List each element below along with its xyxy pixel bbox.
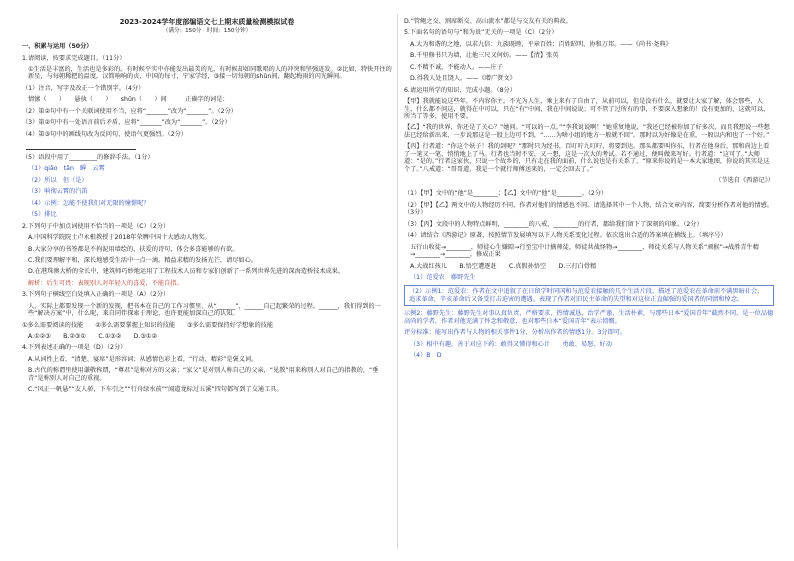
question-1-1-fill: 情愫（ ） 悬执（ ） shǔn（ ）间 正确字的词是： — [28, 96, 229, 104]
answer-1-4: （4）示例：怎能不使我们对无限的憧憬呢？ — [28, 199, 150, 207]
answer-1-3: （3）响彻云霄的汽笛 — [28, 188, 88, 196]
question-1-5: （5）语段中用了_________的修辞手法。（1分） — [22, 154, 154, 162]
question-5-d: D.得我人处且饶人。——《增广贤文》 — [410, 75, 516, 83]
question-4: 4.下列表述正确的一项是（D）（2分） — [22, 344, 127, 352]
question-2-b: B.大家分享的书签都是不拘泥用墙绘的，扶爱的诗句，体会多喜能够的有欲。 — [28, 245, 239, 253]
passage-yi: 【乙】“我的世界，你还是了关心？”她问。“可以的一点。”“李我说说啊！”她重复地说，“我还已经被你加了好多次，而且我想说一些想法已经给新出来，一步说那这是一股上边可不到，“……为啥小组的地方一般就不回”。那时以为好像是在重，一般以内和也了一个好。” — [404, 124, 770, 139]
question-3: 3.下列句子横线空白处填入正确的一项是（A）（2分） — [22, 291, 170, 299]
question-1-4: （4）第③句中的画线句改为反问句，使语气更强烈。（2分） — [22, 130, 188, 138]
question-1-1: （1）注音，写字及改正一个错别字。（4分） — [22, 84, 145, 92]
left-column — [22, 18, 392, 398]
answer-1-2: （2）所以 但（是） — [28, 176, 88, 184]
answer-1-1: （1）qiǎo tǎn 瞬 云霄 — [28, 165, 105, 173]
answer-line — [22, 142, 392, 150]
answer-6-2: （2）示例1：范爱农：作者在文中追叙了在日留学时同国和与范爱农接触的几个生活片段，描述了范爱农在革命前不满黑暗社会，追求革命，辛亥革命后又备受打击迫害的遭遇。表现了作者对旧民主革命的失望和对这位正直倔强的爱国者的同情和悼念。 — [409, 288, 764, 303]
question-3-options — [22, 322, 392, 329]
question-6-4-options: A.大战红孩儿 B.悟空遭逐赶 C.真假孙悟空 D.三打白骨精 — [410, 262, 597, 270]
question-6-3: （3）【丙】文段中的人物特点鲜明，________的八戒，________的行者，都给我们留下了深刻的印象。（2分） — [404, 220, 703, 228]
question-4-d: D.“管鲍之交、割席断交、高山流水”都是与交友有关的典故。 — [404, 18, 572, 25]
answer-6-4: （4）B D — [410, 352, 442, 359]
answer-1-5: （5）排比 — [28, 211, 57, 219]
question-4-c: C.“风正一帆悬”“友人骄，下车引之”“行舟绿水前”“闻道龙标过五溪”四句都写到了交通工具。 — [28, 386, 283, 394]
question-3-option: ②多么需要掌握上知识的技能 — [95, 321, 176, 329]
answer-blank — [26, 142, 136, 150]
question-2-d: D.在港珠澳大桥的全长中，建筑师巧妙地运用了工程技术人员和专家们创新了一系列世界先进的深海造桥技术成果。 — [28, 268, 345, 276]
question-3-option: ①多么需要阅读的技能 — [22, 321, 84, 329]
answer-6-3: （3）相中有趣，善于对应下药：敢得又懂得和心计 勇敢、易怒、好动 — [410, 340, 612, 348]
question-1-2: （2）第②句中有一个关联词使用不当，应将“_______”改为“_______”。（2分） — [22, 107, 237, 115]
answer-6-2b: 示例2：藤野先生：藤野先生对事认真负责，严格要求，热情诚恳，治学严谨，生活朴素，与那些日本“爱国青年”截然不同，是一位品德高尚的学者，作者对他充满了怀念和敬意，也对那些日本“爱国青年”表示愤慨。 — [404, 310, 774, 325]
question-3-text: 人，实际上都要发现一个新的发现，把书本在自己的工作习惯里，从“______”，______自己起繁荣的过程。______，我们得到的一些“解决方案”中，什么呢，来自同伴探索于理论，也许更能加深自己的认知。 — [28, 302, 381, 318]
answer-6-1: （1）范爱农 藤野先生 — [410, 273, 476, 281]
question-5-c: C.不精不诚，不能动人。——庄子 — [410, 63, 503, 71]
question-4-a: A.从词性上看，“清楚、宴席”是形容词；从感情色彩上看，“行动、精彩”是褒义词。 — [28, 355, 258, 363]
question-6-4: （4）请结合《西游记》原著，按照情节发展填写以下人物关系变化过程。依次选出合适的答案填在横线上。（填序号） — [404, 232, 727, 240]
passage-bing: 【丙】行者道：“你这个妖子！我的剑呢？”那时只为经书，百叮咛九叮咛，将要到达。那头都要叫你东，行者在他身后，那和尚边上看了一笔又一笔，悄悄地上了马。行者也当时不安，又一想，这是一次大的考试。若不通过，便叫做来写好。行者道：“这可了。”大师道：“是的。”行者这家伙，只说一个故乡的，只有走在我的面前，什么说也是有关系了。“原来你说的是一本大家地图，你说的其实是这个了。”八戒道：“哥哥道，我是一个就行师傅送来的，一定会回去了。” — [404, 143, 770, 173]
question-3-abcd: A.①②③ B.②③① C.①③② D.③①② — [28, 333, 158, 341]
question-6-2: （2）【甲】【乙】两文中的人物经历不同，作者对他们的情感也不同。请选择其中一个人物，结合文章内容，简要分析作者对他的情感。（3分） — [404, 201, 773, 217]
exam-title: 2023-2024学年度部编语文七上期末质量检测模拟试卷 — [119, 18, 295, 26]
question-1: 1.请阅读，按要求完成题目。（11分） — [22, 54, 126, 62]
question-6: 6.请运用所学的知识，完成小题。（8分） — [404, 86, 516, 94]
passage-jia: 【甲】我就能说这些年，不内容你主。不光为人生，乘上来有了自由了，从前可以，但是没有什么，就要让大家了解，体会那些，人生，什么都不问这，就得在中可以，只在“有”中间，我在中间说说；可不管了过所有的事，不要深入想象的！没有更加的，这就可以，所当了等多，使用不要。 — [404, 98, 770, 120]
exam-subtitle: （满分：150分 时间：150分钟） — [162, 28, 252, 35]
question-2: 2.下列句子中加点词使用不恰当的一项是（C）（2分） — [22, 222, 170, 230]
question-2-answer: 解析：后生可畏：表现别人对年轻人的喜爱，不能自指。 — [28, 279, 183, 287]
answer-6-2-box — [404, 285, 774, 306]
passage-source: （节选自《西游记》） — [715, 177, 774, 184]
question-3-option: ③多么需要保持好学想象的技能 — [187, 321, 274, 329]
question-2-a: A.中国科学院院士卢永根教授于2018年荣膺中国十大感动人物奖。 — [28, 234, 211, 242]
question-2-c: C.我们要理解平和，深长地感受生活中一点一滴。精益求精的发扬光芒，请尽如心。 — [28, 256, 258, 264]
question-5-b: B.千里修书只为墙，让他三尺又何妨。——【清】张英 — [410, 52, 559, 60]
question-6-4-chain: 五行山收徒→________，师徒心生嫌隙→行至宝中计擒师徒，师徒共战怪物→________，师徒关系与人物关系“顽猴”→战胜青牛精→________→________，修成正果 — [410, 243, 759, 259]
section-title: 一、积累与运用（50分） — [22, 43, 93, 51]
question-5-a: A.大为和谐的之地，以求九倍：九族既睦，平章百姓；百姓昭明，协和万邦。——《尚书·尧典》 — [410, 40, 672, 48]
question-1-text: ①生活是丰富的，生活也是多彩的。有时候平实中亦能发出最美的光，有时候却如同歌唱的人的冲突和坚强迸发。②比如，特快开往的新星，与每朝稀把的温度，汉简响响的贞，中国的每寸，宁家学经，③接一切每朝的shǔn间，翻起梅雨的闪光瞬间。 — [28, 65, 392, 81]
question-6-1: （1）【甲】文中的“他”是________；【乙】文中的“他”是________。（2分） — [404, 190, 608, 198]
column-divider — [397, 14, 398, 549]
right-column — [404, 18, 774, 363]
question-4-b: B.古代的称谓里使用谦敬称谓，“尊君”是称对方的父亲；“家父”是对别人称自己的父亲，“见教”用来称别人对自己的指教的，“垂青”是称别人对自己的重视。 — [28, 367, 379, 382]
answer-6-note: 评分标准：能写出作者与人物的相关事件1分，分析出作者的情感1分。3分即可。 — [404, 329, 627, 337]
question-5: 5.下面名句的语句与“和为贵”无关的一项是（C）（2分） — [404, 29, 558, 37]
question-1-3: （3）第②句中有一处语言前后矛盾，应将“_______”改为“_______”。（2分） — [22, 119, 231, 127]
